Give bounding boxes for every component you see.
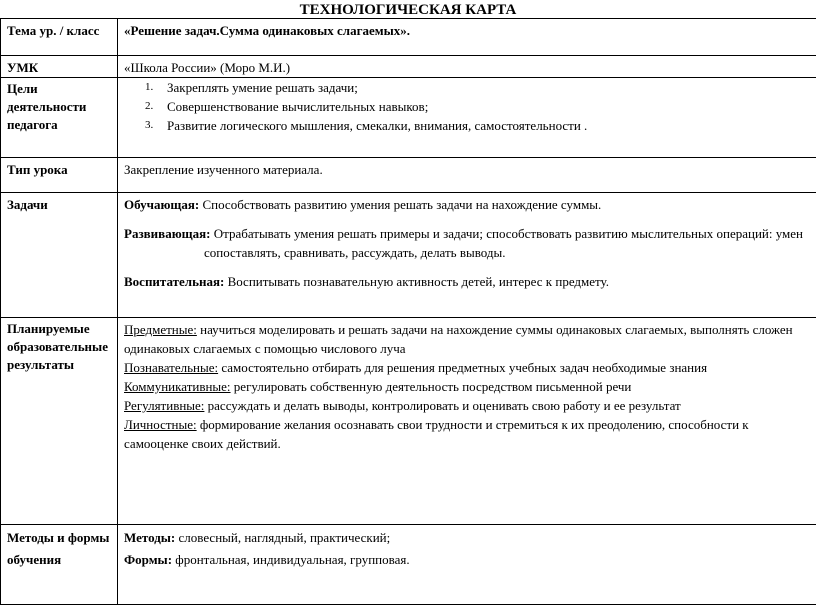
result-text: научиться моделировать и решать задачи на нахождение суммы одинаковых слагаемых, выполнять сложен <box>197 322 793 337</box>
result-text: регулировать собственную деятельность посредством письменной речи <box>231 379 632 394</box>
row-topic <box>1 19 816 56</box>
result-communicative <box>124 377 816 396</box>
row-umk <box>1 56 816 78</box>
methods-label: Методы: <box>124 530 175 545</box>
forms-label: Формы: <box>124 552 172 567</box>
task-label: Развивающая: <box>124 226 210 241</box>
list-text: Развитие логического мышления, смекалки, внимания, самостоятельности . <box>167 118 587 133</box>
result-label: Предметные: <box>124 322 197 337</box>
result-text: формирование желания осознавать свои трудности и стремиться к их преодолению, способности к <box>197 417 749 432</box>
task-educational <box>124 272 816 291</box>
list-item <box>124 78 816 97</box>
result-cognitive <box>124 358 816 377</box>
result-subject-cont: одинаковых слагаемых с помощью числового луча <box>124 339 816 358</box>
row-methods <box>1 525 816 605</box>
result-text: самостоятельно отбирать для решения предметных учебных задач необходимые знания <box>218 360 707 375</box>
document-title: ТЕХНОЛОГИЧЕСКАЯ КАРТА <box>0 2 816 19</box>
methods-text: словесный, наглядный, практический; <box>175 530 390 545</box>
value-methods <box>118 525 816 605</box>
tech-card-table <box>0 18 816 605</box>
result-personal-cont: самооценке своих действий. <box>124 434 816 453</box>
row-lesson-type <box>1 158 816 193</box>
value-lesson-type: Закрепление изученного материала. <box>118 158 816 193</box>
result-regulatory <box>124 396 816 415</box>
task-label: Обучающая: <box>124 197 199 212</box>
label-methods: Методы и формы обучения <box>1 525 118 605</box>
result-personal <box>124 415 816 434</box>
list-number: 3. <box>145 116 153 135</box>
value-umk: «Школа России» (Моро М.И.) <box>118 56 816 78</box>
value-goals <box>118 78 816 158</box>
list-number: 1. <box>145 78 153 97</box>
row-results <box>1 318 816 525</box>
label-umk: УМК <box>1 56 118 78</box>
label-tasks: Задачи <box>1 193 118 318</box>
result-subject <box>124 320 816 339</box>
result-text: рассуждать и делать выводы, контролировать и оценивать свою работу и ее результат <box>204 398 680 413</box>
value-tasks <box>118 193 816 318</box>
value-topic: «Решение задач.Сумма одинаковых слагаемых». <box>118 19 816 56</box>
forms-text: фронтальная, индивидуальная, групповая. <box>172 552 410 567</box>
result-label: Коммуникативные: <box>124 379 231 394</box>
label-results: Планируемые образовательные результаты <box>1 318 118 525</box>
task-text: Воспитывать познавательную активность детей, интерес к предмету. <box>224 274 609 289</box>
label-lesson-type: Тип урока <box>1 158 118 193</box>
task-label: Воспитательная: <box>124 274 224 289</box>
result-label: Познавательные: <box>124 360 218 375</box>
list-number: 2. <box>145 97 153 116</box>
list-item <box>124 97 816 116</box>
list-text: Закреплять умение решать задачи; <box>167 80 358 95</box>
result-label: Личностные: <box>124 417 197 432</box>
task-text: Отрабатывать умения решать примеры и задачи; способствовать развитию мыслительных операций: умен <box>210 226 803 241</box>
task-developing-cont: сопоставлять, сравнивать, рассуждать, делать выводы. <box>124 243 816 262</box>
row-tasks <box>1 193 816 318</box>
value-results <box>118 318 816 525</box>
methods-line <box>124 527 816 549</box>
goals-list <box>124 78 816 135</box>
task-text: Способствовать развитию умения решать задачи на нахождение суммы. <box>199 197 601 212</box>
result-label: Регулятивные: <box>124 398 204 413</box>
forms-line <box>124 549 816 571</box>
label-goals: Цели деятельности педагога <box>1 78 118 158</box>
task-teaching <box>124 195 816 214</box>
list-text: Совершенствование вычислительных навыков; <box>167 99 428 114</box>
label-topic: Тема ур. / класс <box>1 19 118 56</box>
task-developing <box>124 224 816 243</box>
list-item <box>124 116 816 135</box>
row-goals <box>1 78 816 158</box>
